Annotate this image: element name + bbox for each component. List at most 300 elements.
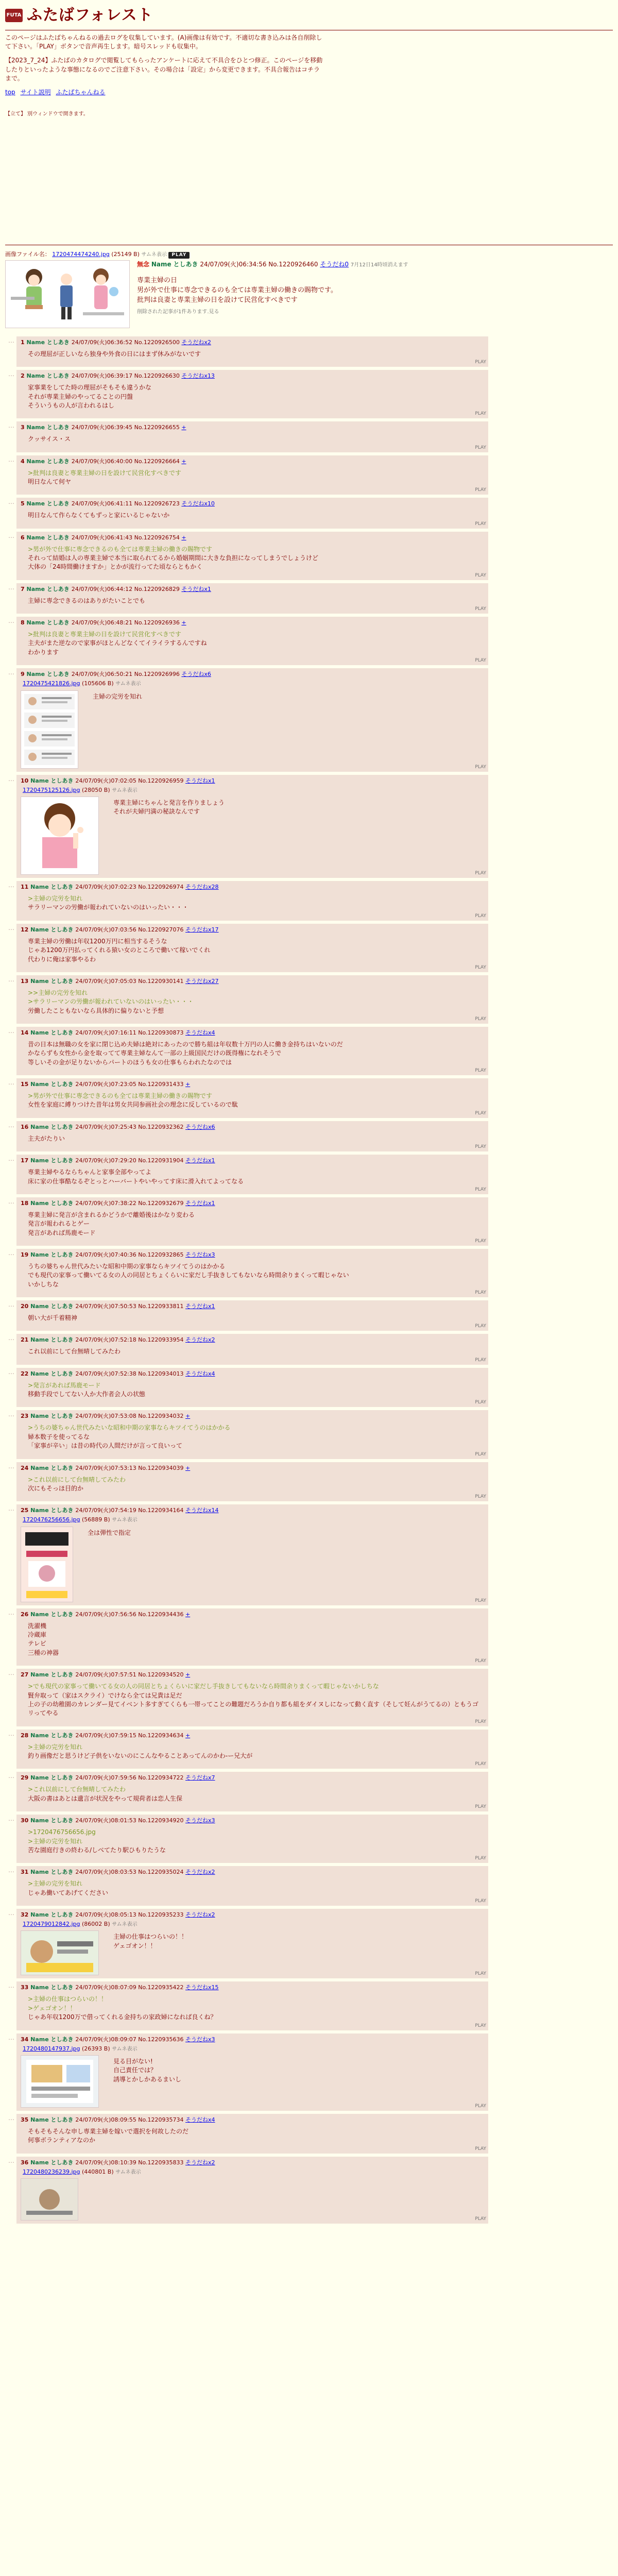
reply-id[interactable]: No.1220930873 bbox=[138, 1029, 186, 1037]
reply-name: Name bbox=[30, 1984, 51, 1991]
reply-sod[interactable]: そうだねx4 bbox=[185, 2116, 215, 2123]
reply-datetime: 24/07/09(火)07:03:56 bbox=[75, 926, 139, 933]
reply-sod[interactable]: そうだねx1 bbox=[181, 585, 211, 592]
op-line: 批判は良妻と専業主婦の日を設けて民営化すべきです bbox=[137, 296, 298, 304]
reply-index: 13 bbox=[21, 977, 31, 985]
reply-sod[interactable]: + bbox=[185, 1611, 191, 1618]
reply-line: 専業主婦に発言が含まれるかどうかで離婚後はかなり変わる bbox=[28, 1211, 195, 1218]
reply-thumb-note: サムネ表示 bbox=[112, 787, 138, 793]
reply-id[interactable]: No.1220935636 bbox=[138, 2036, 186, 2043]
reply-name-tag: としあき bbox=[50, 1303, 76, 1310]
reply-datetime: 24/07/09(火)06:41:43 bbox=[71, 534, 134, 541]
reply-id[interactable]: No.1220931433 bbox=[138, 1081, 186, 1088]
reply-id[interactable]: No.1220933811 bbox=[138, 1303, 186, 1310]
reply-id[interactable]: No.1220934722 bbox=[138, 1774, 186, 1782]
reply-header bbox=[21, 1506, 484, 1515]
reply-index: 21 bbox=[21, 1336, 31, 1344]
play-button[interactable]: PLAY bbox=[475, 658, 486, 664]
reply-id[interactable]: No.1220926500 bbox=[134, 338, 182, 346]
reply-gutter: … bbox=[8, 1867, 14, 1874]
reply-id[interactable]: No.1220934920 bbox=[138, 1817, 186, 1824]
play-button[interactable]: PLAY bbox=[475, 1761, 486, 1767]
reply-id[interactable]: No.1220926959 bbox=[138, 777, 186, 784]
reply-name: Name bbox=[30, 1732, 51, 1739]
play-button[interactable]: PLAY bbox=[168, 252, 190, 259]
reply-sod[interactable]: そうだねx1 bbox=[185, 1199, 215, 1207]
reply-image-wrap bbox=[21, 796, 484, 875]
reply-box bbox=[16, 668, 488, 771]
play-button[interactable]: PLAY bbox=[475, 2023, 486, 2028]
reply-thumbnail[interactable] bbox=[21, 1527, 73, 1602]
reply-gutter: … bbox=[8, 1249, 14, 1257]
reply-name-tag: としあき bbox=[46, 372, 72, 380]
reply-row bbox=[5, 2114, 613, 2154]
reply-id[interactable]: No.1220934013 bbox=[138, 1370, 186, 1377]
reply-message bbox=[28, 1785, 484, 1803]
reply-line: 朝い大が千着精神 bbox=[28, 1314, 78, 1322]
reply-datetime: 24/07/09(火)07:59:15 bbox=[75, 1732, 139, 1739]
reply-thumb-note: サムネ表示 bbox=[112, 2046, 138, 2052]
reply-line: そういうもの人が言われるはし bbox=[28, 401, 115, 409]
reply-row bbox=[5, 1462, 613, 1502]
quote-line: >主婦の完労を知れ bbox=[28, 1743, 83, 1751]
play-button[interactable]: PLAY bbox=[475, 1068, 486, 1074]
reply-datetime: 24/07/09(火)06:48:21 bbox=[71, 619, 134, 626]
reply-id[interactable]: No.1220935233 bbox=[138, 1911, 186, 1919]
reply-sod[interactable]: + bbox=[181, 619, 186, 626]
site-logo[interactable]: FUTA bbox=[5, 9, 23, 22]
reply-gutter: … bbox=[8, 422, 14, 430]
play-button[interactable]: PLAY bbox=[475, 445, 486, 450]
reply-message bbox=[28, 1211, 484, 1238]
reply-gutter: … bbox=[8, 1730, 14, 1737]
reply-name: Name bbox=[30, 1507, 51, 1514]
reply-sod[interactable]: そうだねx3 bbox=[185, 1251, 215, 1258]
play-button[interactable]: PLAY bbox=[475, 606, 486, 612]
reply-gutter: … bbox=[8, 1669, 14, 1677]
reply-line: 昔の日本は無職の女を家に閉じ込め夫婦は絶対にあったので勝ち組は年収数十万円の人に働き金持ちはいないのだ bbox=[28, 1040, 343, 1048]
reply-sod[interactable]: + bbox=[181, 457, 186, 465]
reply-sod[interactable]: + bbox=[185, 1671, 191, 1679]
reply-line: 三種の神器 bbox=[28, 1649, 59, 1656]
reply-name: Name bbox=[30, 1123, 51, 1130]
reply-datetime: 24/07/09(火)06:39:17 bbox=[71, 372, 134, 380]
reply-sod[interactable]: そうだねx2 bbox=[185, 1336, 215, 1344]
reply-datetime: 24/07/09(火)06:36:52 bbox=[71, 338, 134, 346]
reply-index: 36 bbox=[21, 2159, 31, 2166]
nav-link-futaba[interactable]: ふたばちゃんねる bbox=[56, 89, 106, 96]
reply-header bbox=[21, 372, 484, 380]
notice: 【立て】 別ウィンドウで開きます。 bbox=[5, 111, 89, 117]
reply-box bbox=[16, 1197, 488, 1246]
nav-links bbox=[5, 88, 613, 97]
play-button[interactable]: PLAY bbox=[475, 1898, 486, 1904]
reply-name-tag: としあき bbox=[50, 2116, 76, 2123]
deleted-note[interactable]: 削除された記事が1件あります.見る bbox=[137, 309, 219, 315]
reply-gutter: … bbox=[8, 1155, 14, 1163]
reply-line: それが夫婦円満の秘訣なんです bbox=[113, 808, 200, 816]
reply-name-tag: としあき bbox=[50, 1611, 76, 1618]
reply-id[interactable]: No.1220932865 bbox=[138, 1251, 186, 1258]
reply-sod[interactable]: そうだねx14 bbox=[185, 1507, 219, 1514]
reply-datetime: 24/07/09(火)06:39:45 bbox=[71, 424, 134, 431]
reply-line: それって結婚は人の専業主婦で本当に取られてるから婚姻期間に大きな負担になってしまうでしょうけど bbox=[28, 554, 319, 562]
reply-sod[interactable]: そうだねx27 bbox=[185, 977, 219, 985]
reply-name-tag: としあき bbox=[50, 1081, 76, 1088]
reply-name: Name bbox=[30, 1817, 51, 1824]
reply-header bbox=[21, 1817, 484, 1825]
play-button[interactable]: PLAY bbox=[475, 572, 486, 578]
reply-line: 家事業をしてた時の理屈がそもそも違うかな bbox=[28, 384, 152, 392]
play-button[interactable]: PLAY bbox=[475, 1494, 486, 1500]
reply-index: 28 bbox=[21, 1732, 31, 1739]
reply-name: Name bbox=[26, 457, 47, 465]
reply-sod[interactable]: そうだねx28 bbox=[185, 884, 219, 891]
reply-sod[interactable]: そうだねx2 bbox=[185, 1869, 215, 1876]
reply-line: 女性を家庭に縛りつけた昔年は男女共同参画社会の理念に反しているので駄 bbox=[28, 1101, 238, 1109]
reply-header bbox=[21, 1336, 484, 1344]
reply-datetime: 24/07/09(火)06:41:11 bbox=[71, 500, 134, 507]
reply-gutter: … bbox=[8, 1334, 14, 1342]
reply-thumbnail[interactable] bbox=[21, 2055, 99, 2108]
reply-file-link[interactable]: 1720475125126.jpg bbox=[23, 786, 80, 793]
reply-gutter: … bbox=[8, 455, 14, 463]
reply-name-tag: としあき bbox=[50, 1029, 76, 1037]
reply-id[interactable]: No.1220926754 bbox=[134, 534, 182, 541]
reply-header bbox=[21, 1868, 484, 1876]
reply-datetime: 24/07/09(火)07:57:51 bbox=[75, 1671, 139, 1679]
reply-id[interactable]: No.1220934039 bbox=[138, 1464, 186, 1471]
reply-box bbox=[16, 1772, 488, 1811]
reply-sod[interactable]: そうだねx7 bbox=[185, 1774, 215, 1782]
reply-name: Name bbox=[26, 500, 47, 507]
reply-message bbox=[28, 1622, 484, 1658]
reply-id[interactable]: No.1220926974 bbox=[138, 884, 186, 891]
play-button[interactable]: PLAY bbox=[475, 913, 486, 919]
play-button[interactable]: PLAY bbox=[475, 1658, 486, 1664]
play-button[interactable]: PLAY bbox=[475, 1598, 486, 1603]
reply-row bbox=[5, 668, 613, 771]
reply-header bbox=[21, 1199, 484, 1208]
quote-line: >1720476756656.jpg bbox=[28, 1828, 96, 1836]
quote-line: >主婦の仕事はつらいの！！ bbox=[28, 1995, 108, 2003]
reply-row bbox=[5, 881, 613, 921]
reply-sod[interactable]: そうだねx1 bbox=[185, 777, 215, 784]
reply-sod[interactable]: そうだねx4 bbox=[185, 1370, 215, 1377]
play-button[interactable]: PLAY bbox=[475, 764, 486, 770]
reply-row bbox=[5, 336, 613, 367]
reply-row bbox=[5, 2033, 613, 2111]
reply-datetime: 24/07/09(火)06:44:12 bbox=[71, 585, 134, 592]
reply-id[interactable]: No.1220935024 bbox=[138, 1869, 186, 1876]
reply-row bbox=[5, 421, 613, 452]
reply-name: Name bbox=[30, 1774, 51, 1782]
reply-line: 等しいその金が足りないからパートのほうも女の仕事もらわれたなのでは bbox=[28, 1058, 232, 1066]
reply-row bbox=[5, 1027, 613, 1075]
op-body bbox=[5, 260, 613, 328]
reply-datetime: 24/07/09(火)08:05:13 bbox=[75, 1911, 139, 1919]
op-thumbnail[interactable] bbox=[5, 260, 130, 328]
reply-message bbox=[28, 469, 484, 487]
reply-line: かならずも女性から金を取ってて専業主婦なんて一部の上級国民だけの既得権になれそうで bbox=[28, 1049, 282, 1057]
play-button[interactable]: PLAY bbox=[475, 1110, 486, 1116]
reply-id[interactable]: No.1220934032 bbox=[138, 1413, 186, 1420]
reply-name-tag: としあき bbox=[46, 338, 72, 346]
play-button[interactable]: PLAY bbox=[475, 1187, 486, 1192]
reply-index: 33 bbox=[21, 1984, 31, 1991]
reply-sod[interactable]: + bbox=[185, 1081, 191, 1088]
reply-line: 誘導とかしかあるまいし bbox=[113, 2075, 182, 2083]
reply-id[interactable]: No.1220934520 bbox=[138, 1671, 186, 1679]
reply-file-link[interactable]: 1720480236239.jpg bbox=[23, 2168, 80, 2175]
reply-line: 冷蔵庫 bbox=[28, 1631, 47, 1639]
reply-line: 大阪の書はあとは遺言が状況をやって規荷者は恋人生保 bbox=[28, 1794, 183, 1802]
reply-header bbox=[21, 1911, 484, 1919]
reply-id[interactable]: No.1220932362 bbox=[138, 1123, 186, 1130]
reply-file-link[interactable]: 1720479012842.jpg bbox=[23, 1920, 80, 1927]
reply-box bbox=[16, 1027, 488, 1075]
reply-thumbnail[interactable] bbox=[21, 2178, 78, 2221]
reply-image-wrap bbox=[21, 2055, 484, 2108]
nav-link-about[interactable]: サイト説明 bbox=[20, 89, 51, 96]
reply-sod[interactable]: そうだねx2 bbox=[185, 2159, 215, 2166]
quote-line: >男が外で仕事に専念できるのも全ては専業主婦の働きの賜物です bbox=[28, 545, 213, 553]
reply-index: 17 bbox=[21, 1157, 31, 1164]
reply-gutter: … bbox=[8, 532, 14, 539]
reply-row bbox=[5, 924, 613, 972]
reply-line: サラリーマンの労働が報われていないのはいったい・・・ bbox=[28, 904, 189, 911]
reply-sod[interactable]: + bbox=[181, 424, 186, 431]
reply-message bbox=[113, 1933, 187, 1970]
reply-index: 18 bbox=[21, 1199, 31, 1207]
reply-index: 2 bbox=[21, 372, 27, 380]
reply-header bbox=[21, 1984, 484, 1992]
reply-row bbox=[5, 1300, 613, 1331]
reply-thumb-note: サムネ表示 bbox=[112, 1921, 138, 1927]
reply-thumbnail[interactable] bbox=[21, 796, 99, 875]
op-file-link[interactable]: 1720474474240.jpg bbox=[52, 251, 110, 258]
reply-id[interactable]: No.1220934164 bbox=[138, 1507, 186, 1514]
reply-gutter: … bbox=[8, 2033, 14, 2041]
reply-id[interactable]: No.1220935833 bbox=[138, 2159, 186, 2166]
reply-name-tag: としあき bbox=[50, 2159, 76, 2166]
play-button[interactable]: PLAY bbox=[475, 2146, 486, 2151]
reply-line: じゃあ働いてあげてください bbox=[28, 1889, 109, 1896]
play-button[interactable]: PLAY bbox=[475, 1400, 486, 1405]
reply-sod[interactable]: そうだねx10 bbox=[181, 500, 215, 507]
reply-sod[interactable]: そうだねx1 bbox=[185, 1157, 215, 1164]
reply-line: 「家事が辛い」は昔の時代の人間だけが言って良いって bbox=[28, 1442, 183, 1450]
reply-file-line bbox=[23, 786, 484, 795]
play-button[interactable]: PLAY bbox=[475, 1856, 486, 1861]
reply-box bbox=[16, 924, 488, 972]
reply-id[interactable]: No.1220934634 bbox=[138, 1732, 186, 1739]
play-button[interactable]: PLAY bbox=[475, 1804, 486, 1810]
play-button[interactable]: PLAY bbox=[475, 521, 486, 527]
reply-sod[interactable]: + bbox=[185, 1464, 191, 1471]
reply-thumbnail[interactable] bbox=[21, 690, 78, 769]
reply-id[interactable]: No.1220926723 bbox=[134, 500, 182, 507]
play-button[interactable]: PLAY bbox=[475, 360, 486, 365]
reply-header bbox=[21, 500, 484, 508]
reply-name-tag: としあき bbox=[50, 1199, 76, 1207]
reply-sod[interactable]: そうだねx17 bbox=[185, 926, 219, 933]
play-button[interactable]: PLAY bbox=[475, 964, 486, 970]
play-button[interactable]: PLAY bbox=[475, 487, 486, 493]
reply-box bbox=[16, 617, 488, 665]
reply-row bbox=[5, 1504, 613, 1605]
reply-row bbox=[5, 1197, 613, 1246]
reply-line: うちの婆ちゃん世代みたいな昭和中期の家事ならキツイてうのはかかる bbox=[28, 1262, 226, 1270]
reply-id[interactable]: No.1220926664 bbox=[134, 457, 182, 465]
reply-sod[interactable]: そうだねx3 bbox=[185, 1817, 215, 1824]
reply-name: Name bbox=[30, 1464, 51, 1471]
play-button[interactable]: PLAY bbox=[475, 1719, 486, 1724]
reply-sod[interactable]: + bbox=[185, 1413, 191, 1420]
play-button[interactable]: PLAY bbox=[475, 871, 486, 876]
op-meta bbox=[137, 260, 408, 269]
reply-name-tag: としあき bbox=[50, 2036, 76, 2043]
play-button[interactable]: PLAY bbox=[475, 2216, 486, 2222]
reply-index: 22 bbox=[21, 1370, 31, 1377]
play-button[interactable]: PLAY bbox=[475, 1971, 486, 1977]
reply-id[interactable]: No.1220933954 bbox=[138, 1336, 186, 1344]
reply-box bbox=[16, 1669, 488, 1726]
reply-message bbox=[28, 1381, 484, 1399]
reply-name: Name bbox=[30, 2036, 51, 2043]
reply-box bbox=[16, 2033, 488, 2111]
quote-line: >ゲェゴオン！！ bbox=[28, 2004, 76, 2012]
reply-gutter: … bbox=[8, 1197, 14, 1205]
op-sod[interactable]: そうだね0 bbox=[320, 260, 349, 268]
reply-id[interactable]: No.1220926996 bbox=[134, 671, 182, 678]
reply-box bbox=[16, 370, 488, 418]
reply-sod[interactable]: そうだねx1 bbox=[185, 1303, 215, 1310]
reply-row bbox=[5, 370, 613, 418]
reply-line: わかります bbox=[28, 648, 59, 656]
reply-row bbox=[5, 1155, 613, 1194]
reply-index: 4 bbox=[21, 457, 27, 465]
reply-id[interactable]: No.1220926655 bbox=[134, 424, 182, 431]
reply-header bbox=[21, 1302, 484, 1311]
reply-line: これ以前にして台無晴してみたわ bbox=[28, 1348, 121, 1355]
reply-sod[interactable]: そうだねx3 bbox=[185, 2036, 215, 2043]
reply-index: 5 bbox=[21, 500, 27, 507]
reply-name-tag: としあき bbox=[46, 585, 72, 592]
reply-id[interactable]: No.1220935734 bbox=[138, 2116, 186, 2123]
reply-id[interactable]: No.1220935422 bbox=[138, 1984, 186, 1991]
reply-index: 8 bbox=[21, 619, 27, 626]
reply-file-link[interactable]: 1720475421826.jpg bbox=[23, 680, 80, 687]
reply-id[interactable]: No.1220927076 bbox=[138, 926, 186, 933]
reply-index: 19 bbox=[21, 1251, 31, 1258]
reply-datetime: 24/07/09(火)07:40:36 bbox=[75, 1251, 139, 1258]
reply-sod[interactable]: + bbox=[181, 534, 186, 541]
nav-link-top[interactable]: top bbox=[5, 89, 15, 96]
reply-file-link[interactable]: 1720480147937.jpg bbox=[23, 2045, 80, 2052]
reply-id[interactable]: No.1220930141 bbox=[138, 977, 186, 985]
reply-name: Name bbox=[30, 2116, 51, 2123]
reply-index: 1 bbox=[21, 338, 27, 346]
reply-line: それが専業主婦のやってることの円盤 bbox=[28, 393, 133, 400]
reply-line: 主婦の仕事はつらいの！！ bbox=[113, 1933, 188, 1941]
reply-index: 32 bbox=[21, 1911, 31, 1919]
reply-datetime: 24/07/09(火)07:02:23 bbox=[75, 884, 139, 891]
reply-datetime: 24/07/09(火)07:16:11 bbox=[75, 1029, 139, 1037]
op-file-line bbox=[5, 250, 613, 259]
reply-header bbox=[21, 2116, 484, 2124]
reply-datetime: 24/07/09(火)06:50:21 bbox=[71, 671, 134, 678]
reply-box bbox=[16, 1462, 488, 1502]
reply-id[interactable]: No.1220926936 bbox=[134, 619, 182, 626]
reply-datetime: 24/07/09(火)07:02:05 bbox=[75, 777, 139, 784]
reply-image-wrap bbox=[21, 1930, 484, 1975]
play-button[interactable]: PLAY bbox=[475, 1238, 486, 1244]
reply-message bbox=[28, 383, 484, 410]
reply-row bbox=[5, 498, 613, 528]
reply-id[interactable]: No.1220932679 bbox=[138, 1199, 186, 1207]
reply-sod[interactable]: そうだねx15 bbox=[185, 1984, 219, 1991]
reply-row bbox=[5, 1730, 613, 1769]
reply-gutter: … bbox=[8, 1505, 14, 1513]
reply-sod[interactable]: そうだねx6 bbox=[181, 671, 211, 678]
reply-line: 専業主婦にちゃんと発言を作りましょう bbox=[113, 799, 225, 807]
play-button[interactable]: PLAY bbox=[475, 2103, 486, 2109]
reply-sod[interactable]: そうだねx6 bbox=[185, 1123, 215, 1130]
reply-header bbox=[21, 1464, 484, 1472]
reply-id[interactable]: No.1220934436 bbox=[138, 1611, 186, 1618]
reply-index: 34 bbox=[21, 2036, 31, 2043]
reply-line: そもそもそんな申し専業主婦を嫁いで選択を何故したのだ bbox=[28, 2127, 189, 2135]
play-button[interactable]: PLAY bbox=[475, 1016, 486, 1022]
op-thumb-note: サムネ表示 bbox=[141, 252, 167, 258]
reply-sod[interactable]: + bbox=[185, 1732, 191, 1739]
play-button[interactable]: PLAY bbox=[475, 1357, 486, 1363]
reply-index: 6 bbox=[21, 534, 27, 541]
reply-thumbnail[interactable] bbox=[21, 1930, 99, 1975]
play-button[interactable]: PLAY bbox=[475, 1290, 486, 1296]
reply-list bbox=[5, 336, 613, 2224]
reply-sod[interactable]: そうだねx2 bbox=[185, 1911, 215, 1919]
reply-sod[interactable]: そうだねx2 bbox=[181, 338, 211, 346]
reply-line: その理屈が正しいなら独身や外食の日にはまず休みがないです bbox=[28, 350, 201, 358]
reply-name-tag: としあき bbox=[50, 1507, 76, 1514]
op-id[interactable]: No.1220926460 bbox=[268, 260, 318, 268]
reply-thumb-note: サムネ表示 bbox=[112, 1517, 138, 1523]
reply-sod[interactable]: そうだねx13 bbox=[181, 372, 215, 380]
reply-index: 27 bbox=[21, 1671, 31, 1679]
reply-id[interactable]: No.1220926630 bbox=[134, 372, 182, 380]
play-button[interactable]: PLAY bbox=[475, 1144, 486, 1150]
reply-sod[interactable]: そうだねx4 bbox=[185, 1029, 215, 1037]
reply-gutter: … bbox=[8, 1121, 14, 1129]
play-button[interactable]: PLAY bbox=[475, 1324, 486, 1329]
reply-box bbox=[16, 1249, 488, 1297]
reply-gutter: … bbox=[8, 336, 14, 344]
quote-line: >主婦の完労を知れ bbox=[28, 1837, 83, 1845]
reply-box bbox=[16, 1504, 488, 1605]
reply-message bbox=[28, 511, 484, 520]
play-button[interactable]: PLAY bbox=[475, 1451, 486, 1457]
reply-file-link[interactable]: 1720476256656.jpg bbox=[23, 1516, 80, 1523]
reply-header bbox=[21, 977, 484, 986]
play-button[interactable]: PLAY bbox=[475, 411, 486, 417]
reply-id[interactable]: No.1220931904 bbox=[138, 1157, 186, 1164]
reply-name: Name bbox=[26, 534, 47, 541]
reply-row bbox=[5, 775, 613, 878]
reply-datetime: 24/07/09(火)08:09:07 bbox=[75, 2036, 139, 2043]
reply-id[interactable]: No.1220926829 bbox=[134, 585, 182, 592]
